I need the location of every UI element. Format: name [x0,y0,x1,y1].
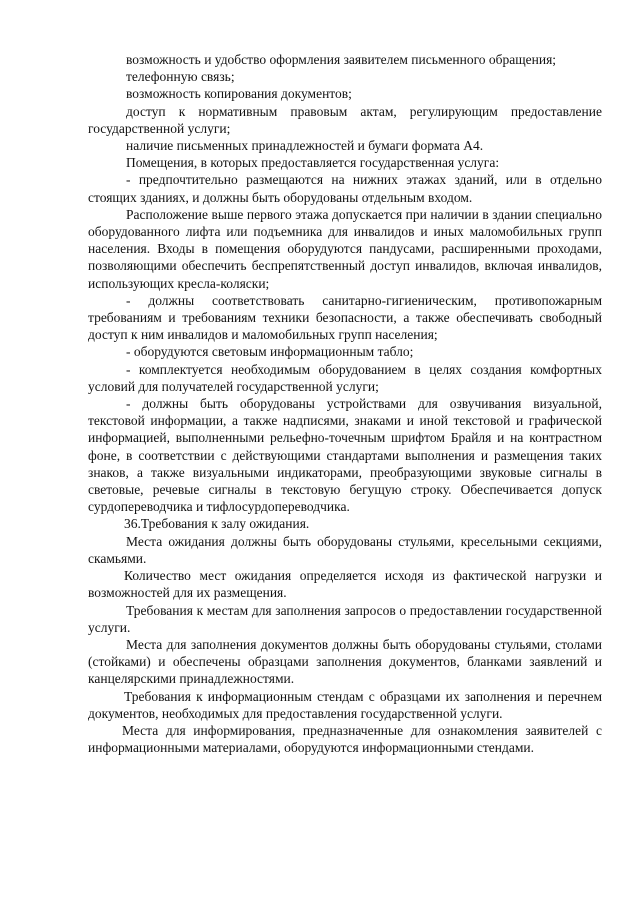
paragraph-stationery: наличие письменных принадлежностей и бумаги формата А4. [126,138,484,154]
section-heading-waiting-hall: 36.Требования к залу ожидания. [124,516,310,532]
paragraph-light-board: - оборудуются световым информационным табло; [126,344,414,360]
paragraph-phone: телефонную связь; [126,69,235,85]
paragraph-legal-access: доступ к нормативным правовым актам, регулирующим предоставление государственной услуги; [88,103,602,136]
paragraph-seat-count: Количество мест ожидания определяется исходя из фактической нагрузки и возможностей для их размещения. [88,568,602,601]
paragraph-waiting-seats: Места ожидания должны быть оборудованы стульями, кресельными секциями, скамьями. [88,533,602,566]
paragraph-copying: возможность копирования документов; [126,86,352,102]
paragraph-info-stands-requirements: Требования к информационным стендам с образцами их заполнения и перечнем документов, необходимых для предоставления государственной услуги. [88,688,602,721]
paragraph-upper-floors: Расположение выше первого этажа допускается при наличии в здании специально оборудованного лифта или подъемника для инвалидов и иных маломобильных групп населения. Входы в помещения оборудуются пандусами, расширенными проходами, позволяющими обеспечить беспрепятственный доступ инвалидов, включая инвалидов, использующих кресла-коляски; [88,206,602,291]
paragraph-equipment: - комплектуется необходимым оборудованием в целях создания комфортных условий для получателей государственной услуги; [88,361,602,394]
paragraph-document-filling: Места для заполнения документов должны быть оборудованы стульями, столами (стойками) и обеспечены образцами заполнения документов, бланками заявлений и канцелярскими принадлежностями. [88,636,602,687]
paragraph-sanitary: - должны соответствовать санитарно-гигиеническим, противопожарным требованиям и требованиям техники безопасности, а также обеспечивать свободный доступ к ним инвалидов и маломобильных групп населения; [88,292,602,343]
paragraph-info-places: Места для информирования, предназначенные для ознакомления заявителей с информационными материалами, оборудуются информационными стендами. [88,722,602,756]
paragraph-accessibility-devices: - должны быть оборудованы устройствами для озвучивания визуальной, текстовой информации, а также надписями, знаками и иной текстовой и графической информацией, выполненными рельефно-точечным шрифтом Брайля и на контрастном фоне, в соответствии с действующими стандартами выполнения и размещения таких знаков, а также визуальными индикаторами, преобразующими звуковые сигналы в световые, речевые сигналы в текстовую бегущую строку. Обеспечивается допуск сурдопереводчика и тифлосурдопереводчика. [88,396,602,515]
paragraph-written-appeal: возможность и удобство оформления заявителем письменного обращения; [126,52,557,67]
paragraph-premises: Помещения, в которых предоставляется государственная услуга: [126,155,500,171]
document-page [88,51,602,756]
paragraph-lower-floors: - предпочтительно размещаются на нижних этажах зданий, или в отдельно стоящих зданиях, и должны быть оборудованы отдельным входом. [88,172,602,205]
paragraph-request-places: Требования к местам для заполнения запросов о предоставлении государственной услуги. [88,602,602,635]
